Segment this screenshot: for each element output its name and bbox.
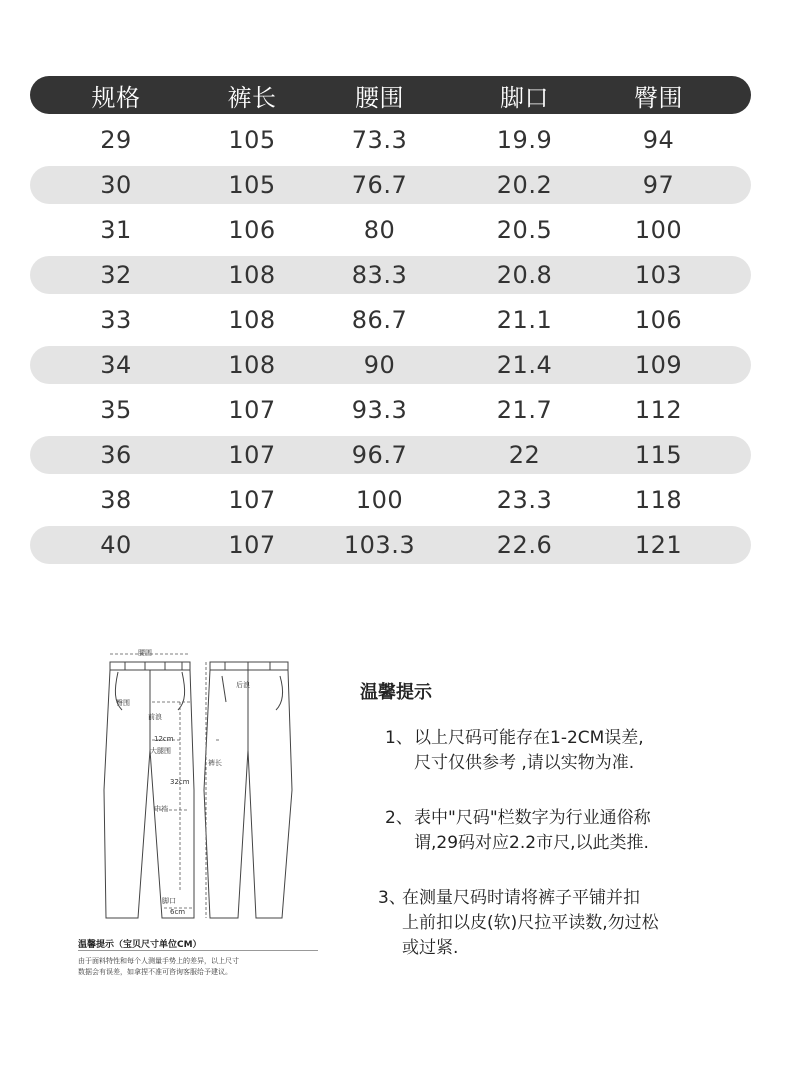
tip-number: 1、 xyxy=(385,728,413,748)
tip-item xyxy=(360,726,760,776)
cell-hem: 19.9 xyxy=(496,126,553,154)
table-row xyxy=(30,211,751,249)
cell-waist: 80 xyxy=(363,216,396,244)
header-size: 规格 xyxy=(91,83,141,112)
cell-size: 33 xyxy=(100,306,132,334)
size-table xyxy=(30,76,751,571)
header-length: 裤长 xyxy=(227,83,277,112)
cell-size: 34 xyxy=(100,351,132,379)
table-row xyxy=(30,256,751,294)
cell-size: 36 xyxy=(100,441,132,469)
label-knee: 中裆 xyxy=(154,805,168,813)
cell-size: 30 xyxy=(100,171,132,199)
cell-waist: 90 xyxy=(363,351,396,379)
cell-hem: 21.7 xyxy=(496,396,553,424)
cell-hem: 21.1 xyxy=(496,306,553,334)
diagram-note-title: 温馨提示（宝贝尺寸单位CM） xyxy=(78,940,202,950)
cell-length: 108 xyxy=(228,306,276,334)
header-hem: 脚口 xyxy=(500,83,549,112)
table-row xyxy=(30,481,751,519)
cell-length: 105 xyxy=(228,171,276,199)
cell-length: 107 xyxy=(228,486,276,514)
cell-hem: 21.4 xyxy=(496,351,553,379)
tip-line: 在测量尺码时请将裤子平铺并扣 xyxy=(402,888,640,908)
cell-hip: 112 xyxy=(634,396,683,424)
table-row xyxy=(30,391,751,429)
cell-waist: 103.3 xyxy=(343,531,416,559)
cell-hip: 109 xyxy=(634,351,683,379)
tip-line: 谓,29码对应2.2市尺,以此类推. xyxy=(414,833,649,853)
label-hem-measure: 6cm xyxy=(170,908,186,916)
cell-waist: 96.7 xyxy=(351,441,408,469)
header-hip: 臀围 xyxy=(634,83,683,112)
cell-hem: 20.5 xyxy=(496,216,553,244)
tip-item xyxy=(360,886,760,961)
cell-length: 106 xyxy=(228,216,276,244)
table-row xyxy=(30,166,751,204)
table-row xyxy=(30,526,751,564)
cell-hip: 94 xyxy=(642,126,675,154)
tip-line: 以上尺码可能存在1-2CM误差, xyxy=(414,728,644,748)
table-row xyxy=(30,301,751,339)
cell-size: 29 xyxy=(100,126,132,154)
label-inseam: 32cm xyxy=(170,778,190,786)
label-thigh: 大腿围 xyxy=(150,747,171,755)
tip-number: 3、 xyxy=(378,888,406,908)
cell-waist: 76.7 xyxy=(351,171,408,199)
tip-line: 尺寸仅供参考 ,请以实物为准. xyxy=(414,753,635,773)
cell-size: 32 xyxy=(100,261,132,289)
table-row xyxy=(30,436,751,474)
cell-length: 108 xyxy=(228,261,276,289)
tip-line: 或过紧. xyxy=(402,938,459,958)
label-hip: 臀围 xyxy=(116,699,130,707)
tip-item xyxy=(360,806,760,856)
cell-length: 107 xyxy=(228,441,276,469)
tips-title: 温馨提示 xyxy=(360,682,432,703)
table-row xyxy=(30,121,751,159)
cell-hip: 121 xyxy=(634,531,683,559)
diagram-note-line: 由于面料特性和每个人测量手势上的差异，以上尺寸 xyxy=(78,957,239,965)
diagram-note-divider xyxy=(78,950,318,951)
cell-waist: 100 xyxy=(355,486,404,514)
cell-size: 38 xyxy=(100,486,132,514)
cell-length: 108 xyxy=(228,351,276,379)
cell-hip: 97 xyxy=(642,171,675,199)
cell-waist: 83.3 xyxy=(351,261,408,289)
cell-hem: 20.8 xyxy=(496,261,553,289)
label-thigh-measure: 12cm xyxy=(154,735,174,743)
cell-waist: 73.3 xyxy=(351,126,408,154)
cell-length: 105 xyxy=(228,126,276,154)
cell-size: 35 xyxy=(100,396,132,424)
cell-hem: 22 xyxy=(508,441,541,469)
cell-hem: 22.6 xyxy=(496,531,553,559)
table-header xyxy=(30,76,751,114)
cell-hip: 118 xyxy=(634,486,683,514)
cell-hem: 20.2 xyxy=(496,171,553,199)
cell-length: 107 xyxy=(228,531,276,559)
tip-line: 表中"尺码"栏数字为行业通俗称 xyxy=(414,808,651,828)
diagram-note-line: 数据会有误差，如拿捏不准可咨询客服给予建议。 xyxy=(78,968,232,976)
pants-measurement-diagram xyxy=(70,640,320,985)
label-hem: 脚口 xyxy=(162,897,176,905)
cell-waist: 93.3 xyxy=(351,396,408,424)
label-back-rise: 后浪 xyxy=(236,681,250,689)
cell-waist: 86.7 xyxy=(351,306,408,334)
header-waist: 腰围 xyxy=(355,83,404,112)
tips-section xyxy=(360,678,760,991)
cell-hip: 100 xyxy=(634,216,683,244)
cell-size: 31 xyxy=(100,216,132,244)
cell-hip: 106 xyxy=(634,306,683,334)
tip-number: 2、 xyxy=(385,808,413,828)
pants-outline-icon xyxy=(70,640,320,930)
cell-hem: 23.3 xyxy=(496,486,553,514)
label-waist: 腰围 xyxy=(138,649,152,657)
table-row xyxy=(30,346,751,384)
cell-hip: 115 xyxy=(634,441,683,469)
label-front-rise: 前浪 xyxy=(148,713,162,721)
cell-hip: 103 xyxy=(634,261,683,289)
tip-line: 上前扣以皮(软)尺拉平读数,勿过松 xyxy=(402,913,659,933)
cell-size: 40 xyxy=(100,531,132,559)
cell-length: 107 xyxy=(228,396,276,424)
label-length: 裤长 xyxy=(208,759,222,767)
